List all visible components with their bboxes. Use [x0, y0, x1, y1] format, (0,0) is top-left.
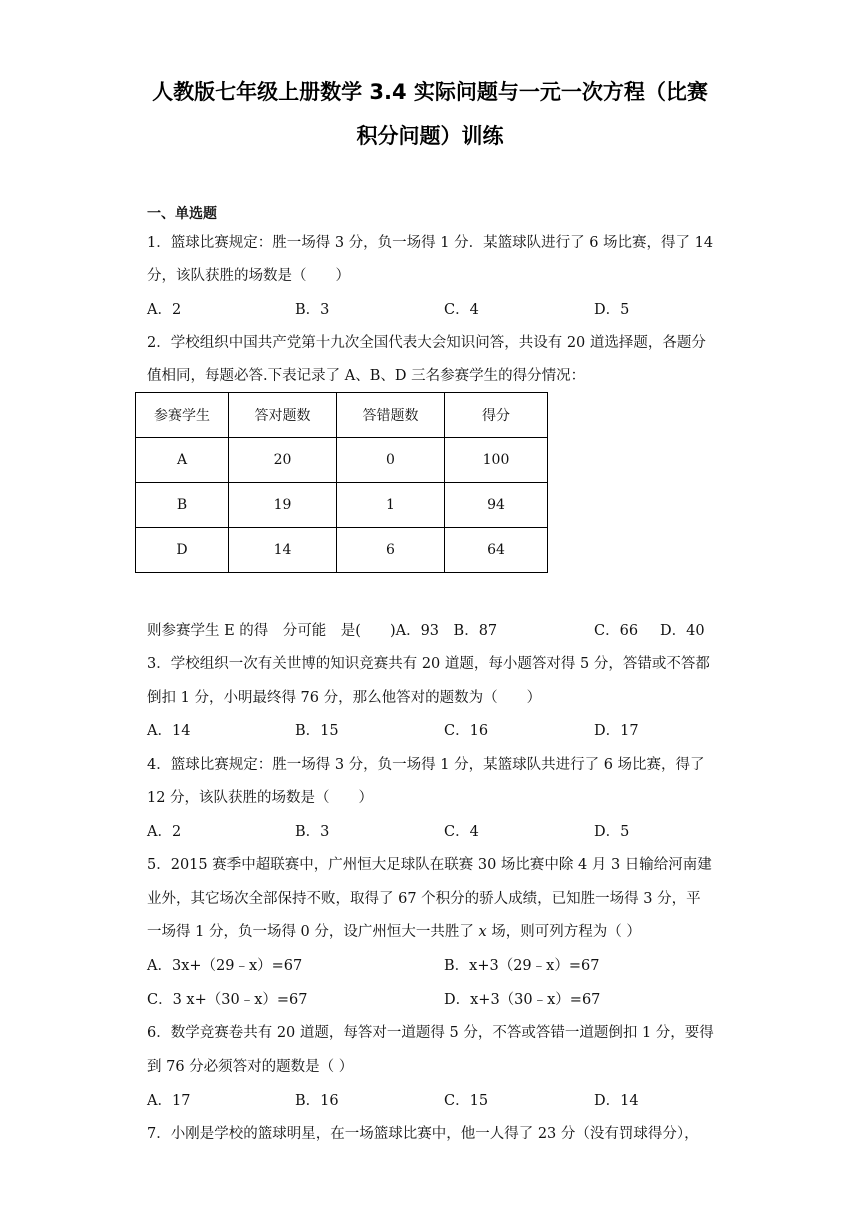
table-cell: 100 — [445, 438, 548, 483]
q1-option-c[interactable]: C．4 — [444, 302, 479, 318]
q3-option-b[interactable]: B．15 — [295, 723, 339, 739]
q2-text-line2: 值相同，每题必答.下表记录了 A、B、D 三名参赛学生的得分情况： — [147, 368, 586, 384]
q1-option-b[interactable]: B．3 — [295, 302, 330, 318]
q5-option-a[interactable]: A．3x+（29﹣x）=67 — [147, 958, 303, 974]
q1-text-line1: 1．篮球比赛规定：胜一场得 3 分，负一场得 1 分．某篮球队进行了 6 场比赛，得了 14 — [147, 235, 714, 251]
table-cell: D — [136, 528, 229, 573]
q6-option-d[interactable]: D．14 — [594, 1093, 639, 1109]
table-row — [136, 438, 548, 483]
q5-text-line3-part1: 一场得 1 分，负一场得 0 分，设广州恒大一共胜了 — [147, 924, 479, 940]
table-row — [136, 483, 548, 528]
table-cell: 6 — [337, 528, 445, 573]
q4-text-line1: 4．篮球比赛规定：胜一场得 3 分，负一场得 1 分，某篮球队共进行了 6 场比赛，得了 — [147, 757, 705, 773]
q3-text-line1: 3．学校组织一次有关世博的知识竞赛共有 20 道题，每小题答对得 5 分，答错或不答都 — [147, 656, 710, 672]
q2-option-d[interactable]: D．40 — [660, 623, 705, 639]
score-table — [135, 392, 548, 573]
q5-text-line3 — [147, 920, 717, 941]
q4-option-a[interactable]: A．2 — [147, 824, 182, 840]
section-heading: 一、单选题 — [147, 206, 217, 222]
table-header-cell: 答对题数 — [229, 393, 337, 438]
q7-text-line1: 7．小刚是学校的篮球明星，在一场篮球比赛中，他一人得了 23 分（没有罚球得分）， — [147, 1126, 699, 1142]
q3-option-a[interactable]: A．14 — [147, 723, 191, 739]
q3-text-line2: 倒扣 1 分，小明最终得 76 分，那么他答对的题数为（ ） — [147, 690, 542, 706]
q1-option-d[interactable]: D．5 — [594, 302, 630, 318]
table-cell: 19 — [229, 483, 337, 528]
table-header-row — [136, 393, 548, 438]
table-cell: 14 — [229, 528, 337, 573]
table-cell: A — [136, 438, 229, 483]
table-cell: B — [136, 483, 229, 528]
q6-option-c[interactable]: C．15 — [444, 1093, 489, 1109]
q3-option-c[interactable]: C．16 — [444, 723, 489, 739]
table-row — [136, 528, 548, 573]
table-cell: 0 — [337, 438, 445, 483]
q5-option-c[interactable]: C．3 x+（30﹣x）=67 — [147, 992, 308, 1008]
q2-option-c[interactable]: C．66 — [594, 623, 639, 639]
document-title-line1: 人教版七年级上册数学 3.4 实际问题与一元一次方程（比赛 — [152, 80, 708, 104]
q4-option-d[interactable]: D．5 — [594, 824, 630, 840]
table-cell: 20 — [229, 438, 337, 483]
q3-option-d[interactable]: D．17 — [594, 723, 639, 739]
q5-option-d[interactable]: D．x+3（30﹣x）=67 — [444, 992, 601, 1008]
table-header-cell: 答错题数 — [337, 393, 445, 438]
q5-option-b[interactable]: B．x+3（29﹣x）=67 — [444, 958, 600, 974]
q4-option-b[interactable]: B．3 — [295, 824, 330, 840]
table-cell: 94 — [445, 483, 548, 528]
q6-option-b[interactable]: B．16 — [295, 1093, 339, 1109]
q5-variable-x: x — [478, 924, 487, 940]
q6-option-a[interactable]: A．17 — [147, 1093, 191, 1109]
q5-text-line1: 5．2015 赛季中超联赛中，广州恒大足球队在联赛 30 场比赛中除 4 月 3 日输给河南建 — [147, 857, 712, 873]
q1-option-a[interactable]: A．2 — [147, 302, 182, 318]
q6-text-line1: 6．数学竞赛卷共有 20 道题，每答对一道题得 5 分，不答或答错一道题倒扣 1 分，要得 — [147, 1025, 714, 1041]
q5-text-line2: 业外，其它场次全部保持不败，取得了 67 个积分的骄人成绩，已知胜一场得 3 分，平 — [147, 891, 701, 907]
table-header-cell: 参赛学生 — [136, 393, 229, 438]
q5-text-line3-part2: 场，则可列方程为（ ） — [486, 924, 641, 940]
q4-text-line2: 12 分，该队获胜的场数是（ ） — [147, 790, 374, 806]
q1-text-line2: 分，该队获胜的场数是（ ） — [147, 268, 350, 284]
q4-option-c[interactable]: C．4 — [444, 824, 479, 840]
table-header-cell: 得分 — [445, 393, 548, 438]
q6-text-line2: 到 76 分必须答对的题数是（ ） — [147, 1059, 354, 1075]
table-cell: 1 — [337, 483, 445, 528]
document-title-line2: 积分问题）训练 — [356, 124, 504, 148]
q2-after-text: 则参赛学生 E 的得 分可能 是( )A．93 B．87 — [147, 623, 498, 639]
table-cell: 64 — [445, 528, 548, 573]
q2-text-line1: 2．学校组织中国共产党第十九次全国代表大会知识问答，共设有 20 道选择题，各题分 — [147, 335, 706, 351]
